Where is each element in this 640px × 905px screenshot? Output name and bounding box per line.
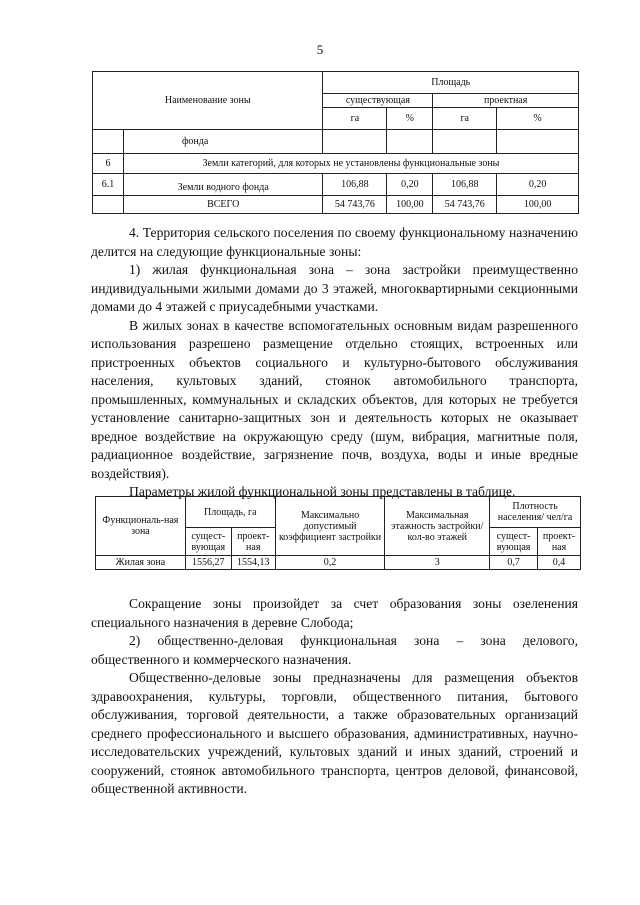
header-coefficient: Максимально допустимый коэффициент застройки: [275, 497, 385, 556]
cell: 1556,27: [185, 556, 231, 570]
header-projected: проектная: [433, 94, 579, 108]
header-area-existing: сущест-вующая: [185, 528, 231, 556]
cell: [323, 130, 387, 154]
row-number: [93, 130, 124, 154]
cell: 100,00: [497, 196, 579, 214]
table-row: [93, 196, 579, 214]
row-name: Земли водного фонда: [123, 174, 323, 196]
cell: 1554,13: [231, 556, 275, 570]
page-number: 5: [316, 42, 324, 57]
cell: [497, 130, 579, 154]
header-density-projected: проект-ная: [538, 528, 581, 556]
unit-pct: %: [497, 108, 579, 130]
row-name: ВСЕГО: [123, 196, 323, 214]
table-row: [93, 174, 579, 196]
paragraph: 4. Территория сельского поселения по своему функциональному назначению делится на следующие функциональные зоны:: [91, 225, 578, 259]
cell: 0,7: [490, 556, 538, 570]
paragraph: 2) общественно-деловая функциональная зона – зона делового, общественного и коммерческого назначения.: [91, 633, 578, 667]
cell: 106,88: [323, 174, 387, 196]
header-zone-name: Наименование зоны: [93, 72, 323, 130]
row-name: Земли категорий, для которых не установлены функциональные зоны: [123, 154, 578, 174]
header-area: Площадь, га: [185, 497, 275, 528]
cell: 0,2: [275, 556, 385, 570]
cell: 100,00: [387, 196, 433, 214]
unit-ha: га: [433, 108, 497, 130]
paragraph: Параметры жилой функциональной зоны представлены в таблице.: [129, 484, 516, 499]
table-row: [93, 130, 579, 154]
row-name: фонда: [123, 130, 323, 154]
header-area-projected: проект-ная: [231, 528, 275, 556]
row-number: 6: [93, 154, 124, 174]
cell: 54 743,76: [323, 196, 387, 214]
residential-zone-parameters-table: [95, 496, 581, 570]
header-density-existing: сущест-вующая: [490, 528, 538, 556]
cell: [387, 130, 433, 154]
header-zone: Функциональ-ная зона: [96, 497, 186, 556]
cell: 3: [385, 556, 490, 570]
cell: 0,4: [538, 556, 581, 570]
header-existing: существующая: [323, 94, 433, 108]
zones-area-table: [92, 71, 579, 214]
table-row: [96, 556, 581, 570]
paragraph: Сокращение зоны произойдет за счет образования зоны озеленения специального назначения в деревне Слобода;: [91, 596, 578, 630]
row-number: 6.1: [93, 174, 124, 196]
table-row: [93, 154, 579, 174]
row-number: [93, 196, 124, 214]
body-text-1: [91, 224, 578, 502]
unit-ha: га: [323, 108, 387, 130]
unit-pct: %: [387, 108, 433, 130]
body-text-2: [91, 595, 578, 799]
paragraph: Общественно-деловые зоны предназначены для размещения объектов здравоохранения, культуры, торговли, общественного питания, бытового обслуживания, торговой деятельности, а также образовательных организаций среднего профессионального и высшего образования, административных, научно-исследовательских учреждений, культовых зданий и иных зданий, строений и сооружений, стоянок автомобильного транспорта, центров деловой, финансовой, общественной активности.: [91, 670, 578, 796]
cell: 54 743,76: [433, 196, 497, 214]
paragraph: В жилых зонах в качестве вспомогательных основным видам разрешенного использования разрешено размещение отдельно стоящих, встроенных или пристроенных объектов социального и культурно-бытового обслуживания населения, культовых зданий, стоянок автомобильного транспорта, промышленных, коммунальных и складских объектов, для которых не требуется установление санитарно-защитных зон и деятельность которых не оказывает вредное воздействие на окружающую среду (шум, вибрация, магнитные поля, радиационное воздействие, загрязнение почв, воздуха, воды и иные вредные воздействия).: [91, 317, 578, 481]
header-floors: Максимальная этажность застройки/кол-во этажей: [385, 497, 490, 556]
paragraph: 1) жилая функциональная зона – зона застройки преимущественно индивидуальными жилыми домами до 3 этажей, многоквартирными секционными домами до 4 этажей с приусадебными участками.: [91, 262, 578, 314]
cell: 0,20: [387, 174, 433, 196]
header-area: Площадь: [323, 72, 579, 94]
header-density: Плотность населения/ чел/га: [490, 497, 581, 528]
cell: 0,20: [497, 174, 579, 196]
cell: [433, 130, 497, 154]
cell: 106,88: [433, 174, 497, 196]
cell: Жилая зона: [96, 556, 186, 570]
